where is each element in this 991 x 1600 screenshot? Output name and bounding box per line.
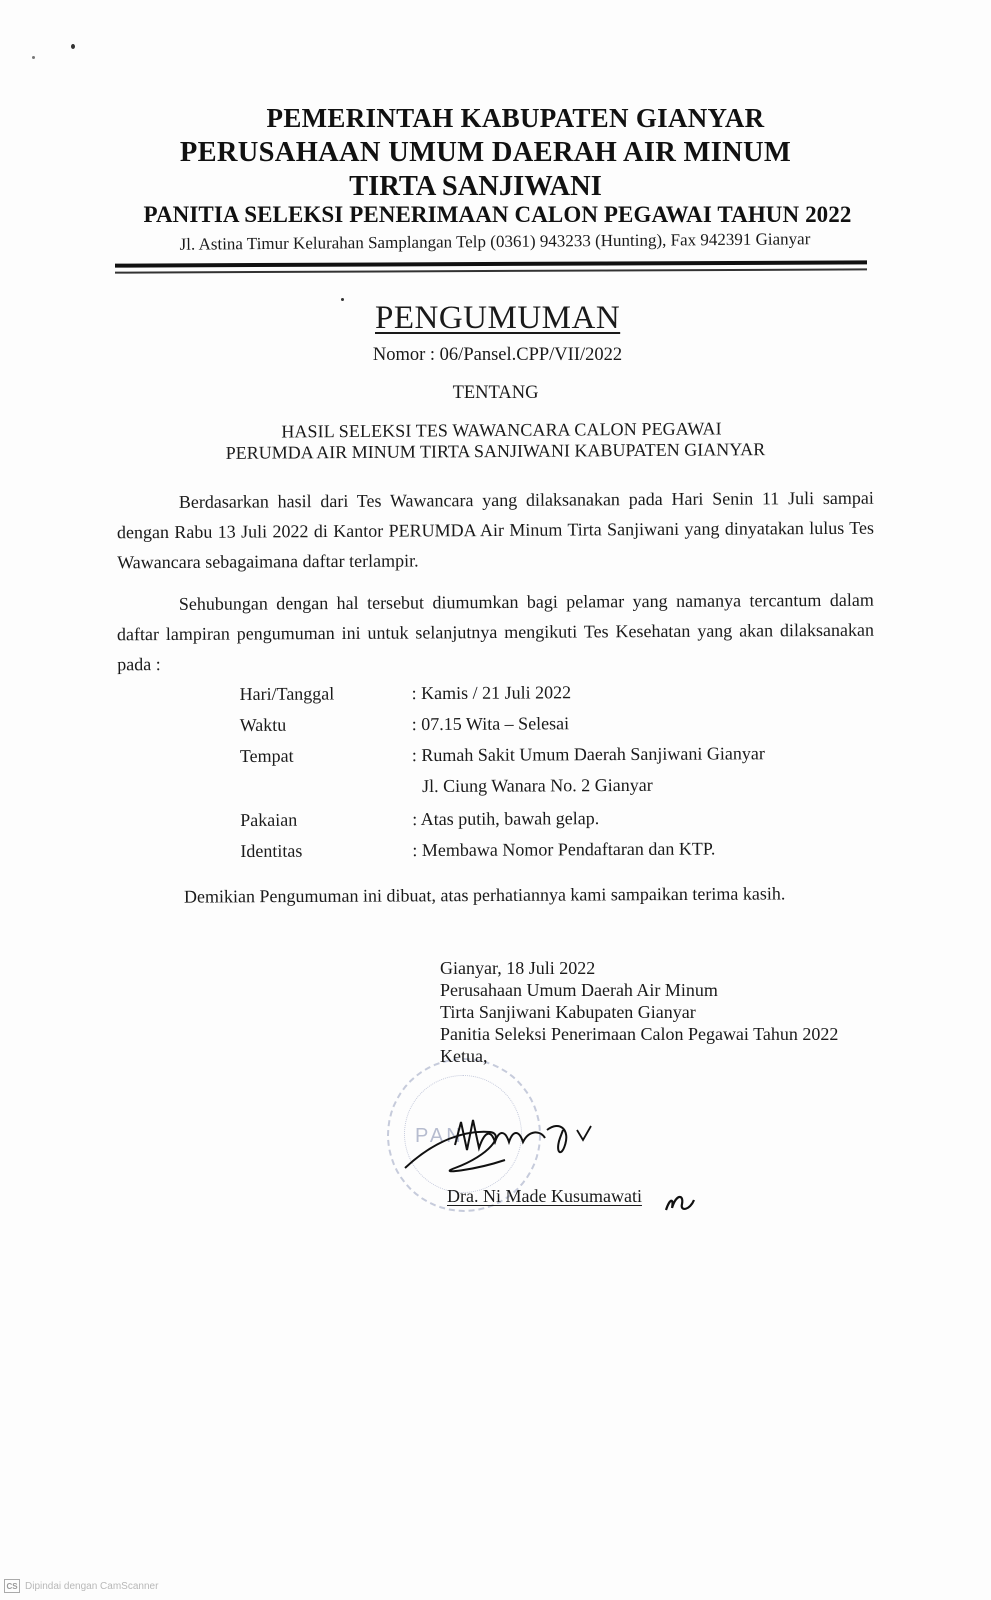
paraf-initial-icon xyxy=(662,1188,698,1218)
body-paragraph-2 xyxy=(117,585,875,680)
announcement-title: PENGUMUMAN xyxy=(375,300,621,336)
letterhead-company: PERUSAHAAN UMUM DAERAH AIR MINUM xyxy=(179,137,792,168)
signature-org-line2: Tirta Sanjiwani Kabupaten Gianyar xyxy=(440,1002,696,1022)
scan-speck xyxy=(341,298,344,301)
signatory-name: Dra. Ni Made Kusumawati xyxy=(447,1186,642,1206)
scan-speck xyxy=(71,44,75,49)
schedule-value: : Membawa Nomor Pendaftaran dan KTP. xyxy=(412,838,716,861)
camscanner-text: Dipindai dengan CamScanner xyxy=(25,1580,159,1592)
camscanner-watermark xyxy=(4,1579,158,1593)
schedule-value: : 07.15 Wita – Selesai xyxy=(411,713,570,735)
announcement-subject-line1: HASIL SELEKSI TES WAWANCARA CALON PEGAWAI xyxy=(281,418,722,442)
body-paragraph-2-text: Sehubungan dengan hal tersebut diumumkan bagi pelamar yang namanya tercantum dalam daftar lampiran pengumuman ini untuk selanjutnya mengikuti Tes Kesehatan yang akan dilaksanakan pada : xyxy=(116,589,875,675)
body-paragraph-1 xyxy=(117,483,875,578)
schedule-label: Waktu xyxy=(239,714,287,736)
schedule-value: : Atas putih, bawah gelap. xyxy=(412,808,600,830)
announcement-number: Nomor : 06/Pansel.CPP/VII/2022 xyxy=(372,345,623,365)
schedule-label: Identitas xyxy=(240,840,303,861)
letterhead-company-name: TIRTA SANJIWANI xyxy=(349,171,602,202)
letterhead-divider-thin xyxy=(115,268,867,273)
signature-block xyxy=(440,957,838,1067)
letterhead-committee: PANITIA SELEKSI PENERIMAAN CALON PEGAWAI TAHUN 2022 xyxy=(143,202,852,227)
closing-statement: Demikian Pengumuman ini dibuat, atas perhatiannya kami sampaikan terima kasih. xyxy=(183,883,786,907)
schedule-label xyxy=(240,776,410,777)
signature-org-line3: Panitia Seleksi Penerimaan Calon Pegawai Tahun 2022 xyxy=(440,1024,839,1044)
letterhead-address: Jl. Astina Timur Kelurahan Samplangan Telp (0361) 943233 (Hunting), Fax 942391 Gianyar xyxy=(179,229,811,254)
schedule-value: Jl. Ciung Wanara No. 2 Gianyar xyxy=(421,774,653,797)
schedule-label: Tempat xyxy=(239,745,294,767)
signature-org-line1: Perusahaan Umum Daerah Air Minum xyxy=(440,980,718,1000)
camscanner-logo-icon: CS xyxy=(4,1579,20,1593)
schedule-label: Pakaian xyxy=(240,809,298,830)
signature-position: Ketua, xyxy=(440,1046,488,1066)
schedule-value: : Kamis / 21 Juli 2022 xyxy=(411,682,572,704)
announcement-about-label: TENTANG xyxy=(452,383,539,403)
schedule-label: Hari/Tanggal xyxy=(239,683,335,705)
letterhead-divider-thick xyxy=(115,260,867,267)
official-stamp-text: PAN xyxy=(415,1125,464,1147)
signature-place-date: Gianyar, 18 Juli 2022 xyxy=(440,958,596,978)
schedule-value: : Rumah Sakit Umum Daerah Sanjiwani Gianyar xyxy=(411,743,765,766)
schedule-table xyxy=(239,682,765,872)
handwritten-signature-icon xyxy=(395,1100,615,1180)
letterhead-government: PEMERINTAH KABUPATEN GIANYAR xyxy=(266,103,765,133)
scan-speck xyxy=(32,56,35,59)
body-paragraph-1-text: Berdasarkan hasil dari Tes Wawancara yang dilaksanakan pada Hari Senin 11 Juli sampai dengan Rabu 13 Juli 2022 di Kantor PERUMDA Air Minum Tirta Sanjiwani yang dinyatakan lulus Tes Wawancara sebagaimana daftar terlampir. xyxy=(116,487,875,573)
announcement-subject-line2: PERUMDA AIR MINUM TIRTA SANJIWANI KABUPATEN GIANYAR xyxy=(225,439,766,463)
